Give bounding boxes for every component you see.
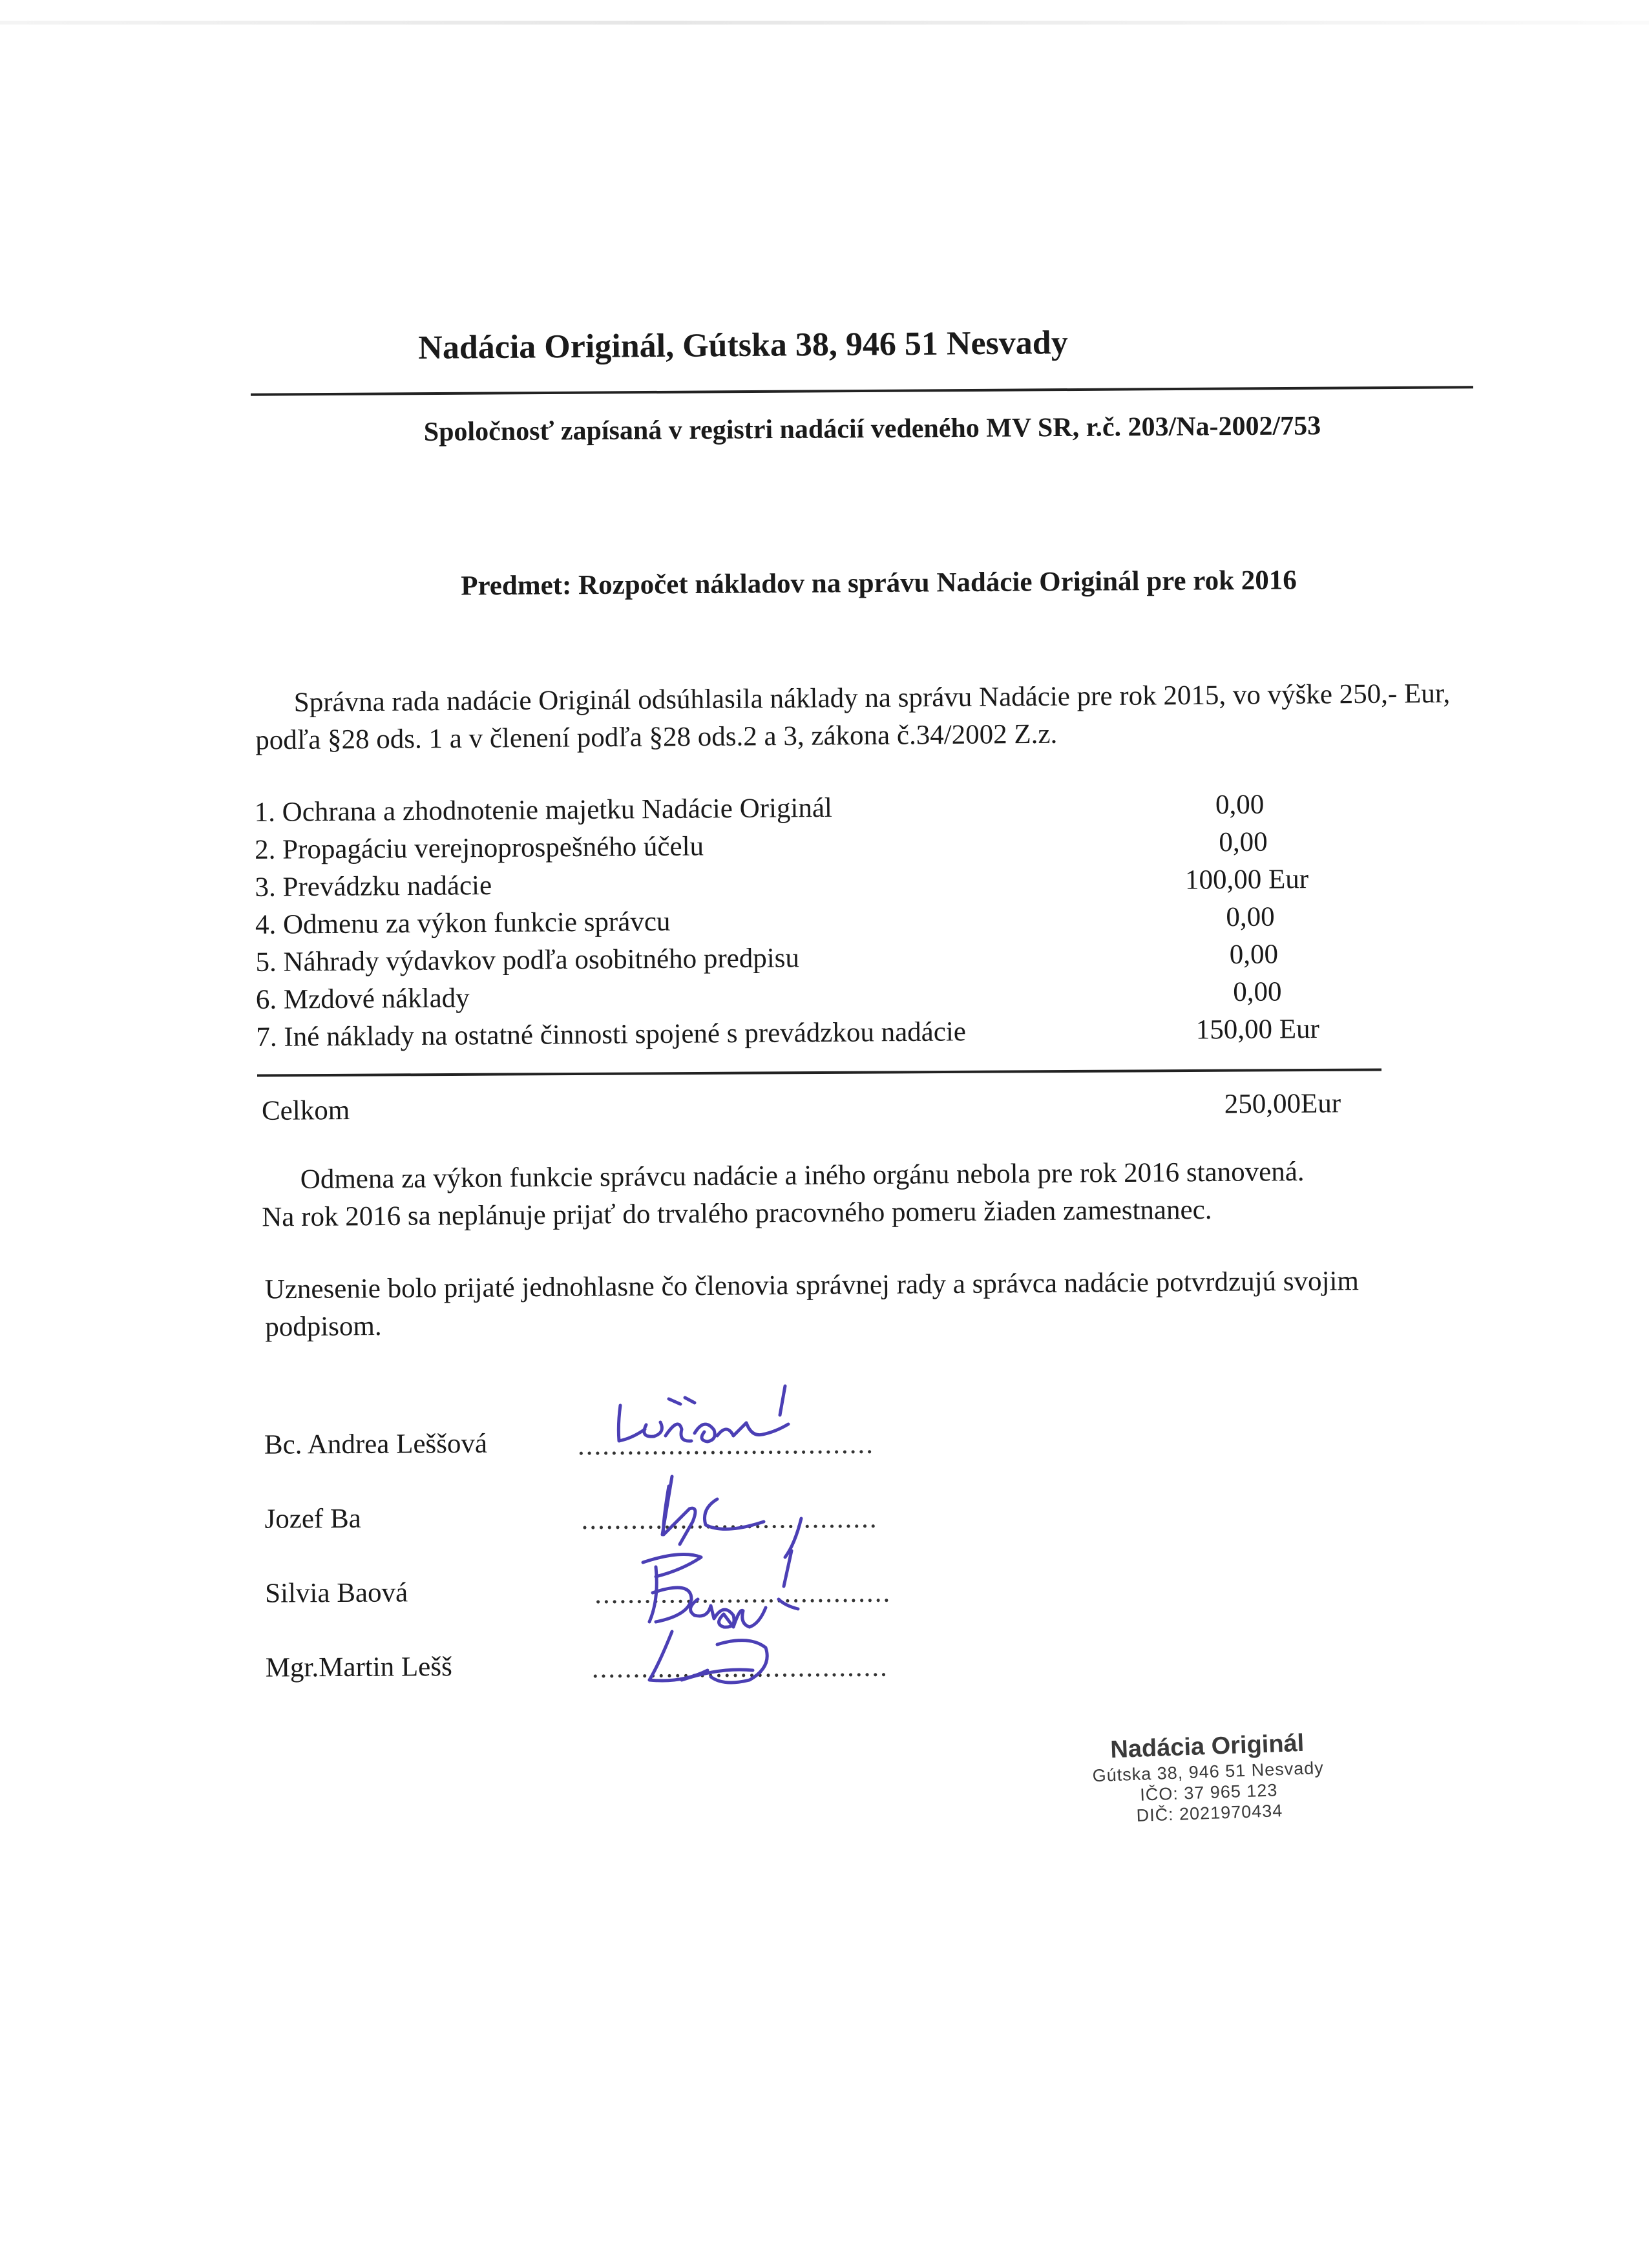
signatory-row: [264, 1423, 911, 1500]
budget-item-label: 6. Mzdové náklady: [255, 983, 470, 1015]
budget-item-value: 0,00: [1215, 789, 1265, 821]
budget-item-label: 1. Ochrana a zhodnotenie majetku Nadácie Originál: [254, 792, 833, 828]
intro-paragraph: Správna rada nadácie Originál odsúhlasila náklady na správu Nadácie pre rok 2015, vo výške 250,- Eur, podľa §28 ods. 1 a v členení podľa §28 ods.2 a 3, zákona č.34/2002 Z.z.: [255, 678, 1451, 756]
stamp-dic: DIČ: 2021970434: [1136, 1801, 1283, 1825]
resolution-paragraph: Uznesenie bolo prijaté jednohlasne čo členovia správnej rady a správca nadácie potvrdzujú svojim podpisom.: [264, 1266, 1360, 1343]
signatory-row: [264, 1497, 911, 1575]
organization-stamp: [1045, 1726, 1372, 1829]
budget-item-label: 2. Propagáciu verejnoprospešného účelu: [254, 831, 704, 865]
remuneration-line-2: Na rok 2016 sa neplánuje prijať do trvalého pracovného pomeru žiaden zamestnanec.: [262, 1194, 1212, 1233]
document-subject: Predmet: Rozpočet nákladov na správu Nadácie Originál pre rok 2016: [461, 565, 1297, 602]
total-value: 250,00Eur: [1224, 1088, 1341, 1120]
total-label: Celkom: [261, 1095, 350, 1126]
stamp-name: Nadácia Originál: [1109, 1729, 1305, 1764]
remuneration-paragraph: [262, 1152, 1490, 1237]
signatory-name: Silvia Baová: [265, 1577, 408, 1609]
signatory-name: Bc. Andrea Leššová: [264, 1428, 488, 1460]
signatory-row: [265, 1571, 912, 1649]
signature-line: ....................................: [591, 1652, 888, 1684]
registry-note: Spoločnosť zapísaná v registri nadácií vedeného MV SR, r.č. 203/Na-2002/753: [423, 411, 1321, 447]
budget-item: [256, 1010, 1393, 1056]
stamp-ico: IČO: 37 965 123: [1139, 1780, 1278, 1805]
organization-header: Nadácia Originál, Gútska 38, 946 51 Nesvady: [418, 324, 1068, 366]
budget-item-value: 0,00: [1229, 939, 1279, 971]
header-divider: [251, 386, 1473, 396]
budget-item-label: 5. Náhrady výdavkov podľa osobitného predpisu: [255, 943, 800, 978]
stamp-address: Gútska 38, 946 51 Nesvady: [1092, 1758, 1325, 1786]
budget-item-value: 150,00 Eur: [1195, 1013, 1320, 1045]
budget-item-value: 0,00: [1219, 826, 1268, 858]
signature-line: ....................................: [577, 1429, 875, 1462]
budget-list: [254, 785, 1393, 1056]
signatory-row: [266, 1646, 912, 1723]
total-divider: [257, 1068, 1381, 1076]
budget-item-value: 100,00 Eur: [1184, 864, 1309, 896]
signatory-name: Mgr.Martin Lešš: [265, 1652, 452, 1683]
remuneration-line-1: Odmena za výkon funkcie správcu nadácie a iného orgánu nebola pre rok 2016 stanovená.: [300, 1156, 1305, 1195]
scan-edge: [0, 21, 1649, 25]
budget-item-label: 3. Prevádzku nadácie: [255, 870, 492, 903]
budget-total-row: [262, 1085, 1360, 1130]
signature-block: [264, 1423, 912, 1723]
signature-line: ....................................: [594, 1577, 892, 1610]
budget-item-label: 7. Iné náklady na ostatné činnosti spojené s prevádzkou nadácie: [256, 1016, 967, 1053]
budget-item-label: 4. Odmenu za výkon funkcie správcu: [255, 906, 671, 940]
signatory-name: Jozef Ba: [264, 1503, 361, 1535]
budget-item-value: 0,00: [1233, 976, 1282, 1008]
signature-line: ....................................: [581, 1503, 878, 1536]
budget-item-value: 0,00: [1226, 901, 1275, 933]
